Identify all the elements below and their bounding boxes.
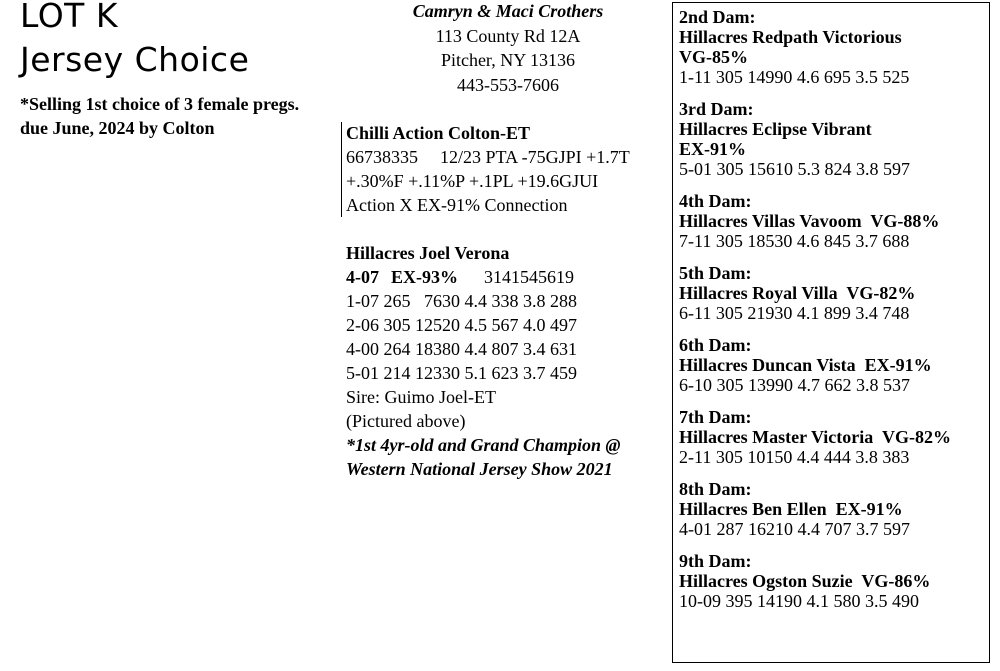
lot-label: LOT K <box>20 0 118 35</box>
selling-note <box>20 92 350 140</box>
dam-entry-record: 7-11 305 18530 4.6 845 3.7 688 <box>679 231 910 251</box>
dam-entry-record: 6-10 305 13990 4.7 662 3.8 537 <box>679 375 910 395</box>
pedigree-block <box>346 121 671 481</box>
dam-record: 2-06 305 12520 4.5 567 4.0 497 <box>346 315 577 335</box>
selling-line-1: *Selling 1st choice of 3 female pregs. <box>20 94 300 114</box>
owner-name: Camryn & Maci Crothers <box>412 1 604 21</box>
dam-entry-record: 10-09 395 14190 4.1 580 3.5 490 <box>679 591 919 611</box>
dam-entry-name: Hillacres Ogston Suzie VG-86% <box>679 571 931 591</box>
dam-score: EX-93% <box>391 267 458 287</box>
maternal-line-box <box>672 2 990 663</box>
dam-id: 3141545619 <box>484 267 574 287</box>
owner-address-2: Pitcher, NY 13136 <box>440 50 576 70</box>
dam-entry-4 <box>679 191 989 251</box>
dam-entry-name: Hillacres Ben Ellen EX-91% <box>679 499 903 519</box>
selling-line-2: due June, 2024 by Colton <box>20 118 215 138</box>
sire-pta-2: +.30%F +.11%P +.1PL +19.6GJUI <box>346 171 599 191</box>
dam-entry-name: Hillacres Master Victoria VG-82% <box>679 427 951 447</box>
dam-name: Hillacres Joel Verona <box>346 243 510 263</box>
owner-phone: 443-553-7606 <box>457 74 559 95</box>
owner-contact <box>388 0 628 97</box>
dam-sire: Sire: Guimo Joel-ET <box>346 387 496 407</box>
dam-score-row <box>346 265 671 289</box>
dam-label: 4th Dam: <box>679 191 752 211</box>
sire-id: 66738335 <box>346 147 418 167</box>
dam-entry-name: Hillacres Villas Vavoom VG-88% <box>679 211 940 231</box>
lot-title: Jersey Choice <box>20 40 250 79</box>
dam-label: 5th Dam: <box>679 263 752 283</box>
sire-divider <box>341 122 342 217</box>
dam-entry-record: 5-01 305 15610 5.3 824 3.8 597 <box>679 159 910 179</box>
dam-label: 8th Dam: <box>679 479 752 499</box>
dam-entry-2 <box>679 7 989 87</box>
dam-entry-3 <box>679 99 989 179</box>
sire-pta: 12/23 PTA -75GJPI +1.7T <box>440 147 630 167</box>
dam-label: 3rd Dam: <box>679 99 754 119</box>
lot-heading <box>20 0 249 82</box>
dam-age: 4-07 <box>346 267 379 287</box>
dam-entry-record: 1-11 305 14990 4.6 695 3.5 525 <box>679 67 910 87</box>
sire-pedigree: Action X EX-91% Connection <box>346 195 568 215</box>
dam-entry-5 <box>679 263 989 323</box>
dam-entry-9 <box>679 551 989 611</box>
award-line-2: Western National Jersey Show 2021 <box>346 459 613 479</box>
dam-entry-6 <box>679 335 989 395</box>
dam-entry-8 <box>679 479 989 539</box>
dam-entry-name: Hillacres Duncan Vista EX-91% <box>679 355 932 375</box>
dam-entry-name: Hillacres Redpath Victorious <box>679 27 902 47</box>
dam-entry-score: VG-85% <box>679 47 748 67</box>
dam-entry-record: 2-11 305 10150 4.4 444 3.8 383 <box>679 447 910 467</box>
dam-entry-name: Hillacres Royal Villa VG-82% <box>679 283 916 303</box>
award-line-1: *1st 4yr-old and Grand Champion @ <box>346 435 621 455</box>
sire-name: Chilli Action Colton-ET <box>346 123 531 143</box>
dam-entry-7 <box>679 407 989 467</box>
sire-id-row <box>346 145 671 169</box>
dam-label: 7th Dam: <box>679 407 752 427</box>
dam-record: 1-07 265 7630 4.4 338 3.8 288 <box>346 291 577 311</box>
dam-label: 6th Dam: <box>679 335 752 355</box>
dam-label: 2nd Dam: <box>679 7 756 27</box>
dam-entry-name: Hillacres Eclipse Vibrant <box>679 119 872 139</box>
dam-record: 4-00 264 18380 4.4 807 3.4 631 <box>346 339 577 359</box>
owner-address-1: 113 County Rd 12A <box>435 25 581 46</box>
dam-pictured-note: (Pictured above) <box>346 411 466 431</box>
dam-label: 9th Dam: <box>679 551 752 571</box>
dam-record: 5-01 214 12330 5.1 623 3.7 459 <box>346 363 577 383</box>
dam-entry-record: 6-11 305 21930 4.1 899 3.4 748 <box>679 303 910 323</box>
dam-entry-score: EX-91% <box>679 139 746 159</box>
dam-entry-record: 4-01 287 16210 4.4 707 3.7 597 <box>679 519 910 539</box>
